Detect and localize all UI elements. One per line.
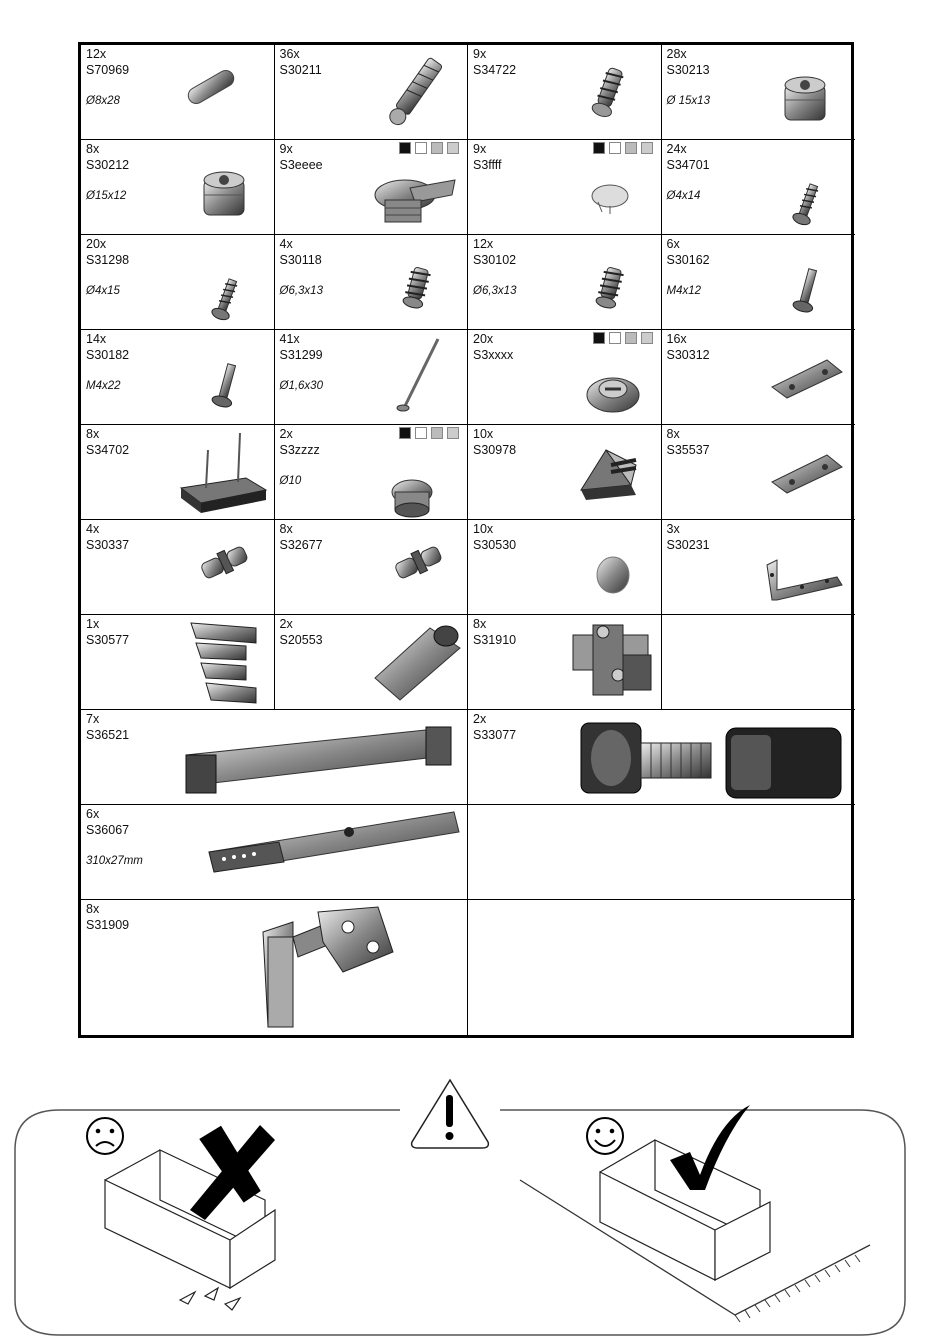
part-dimension: Ø15x12 bbox=[86, 190, 127, 202]
part-dimension: Ø8x28 bbox=[86, 95, 120, 107]
shelf-pin-icon bbox=[196, 540, 251, 590]
part-cell bbox=[81, 520, 275, 615]
part-quantity: 10x bbox=[473, 522, 494, 536]
part-quantity: 36x bbox=[279, 47, 300, 61]
part-quantity: 14x bbox=[86, 332, 107, 346]
part-cell bbox=[81, 140, 275, 235]
part-dimension: Ø4x14 bbox=[666, 190, 701, 202]
cabinet-hinge-icon bbox=[253, 902, 403, 1036]
color-swatch bbox=[399, 142, 411, 154]
part-code: S30102 bbox=[473, 253, 517, 267]
plate-icon bbox=[767, 352, 847, 407]
color-swatch bbox=[593, 142, 605, 154]
warning-panel bbox=[0, 1060, 950, 1344]
color-swatches bbox=[593, 142, 653, 154]
screw-icon bbox=[211, 277, 241, 327]
machine-screw-icon bbox=[211, 362, 241, 415]
color-swatch bbox=[447, 142, 459, 154]
color-swatch bbox=[431, 427, 443, 439]
color-swatch bbox=[431, 142, 443, 154]
color-swatches bbox=[399, 142, 459, 154]
part-dimension: Ø10 bbox=[279, 475, 302, 487]
part-cell bbox=[468, 45, 662, 140]
part-quantity: 6x bbox=[666, 237, 680, 251]
part-quantity: 16x bbox=[666, 332, 687, 346]
color-swatch bbox=[625, 142, 637, 154]
part-cell bbox=[275, 235, 469, 330]
part-quantity: 2x bbox=[473, 712, 487, 726]
part-quantity: 6x bbox=[86, 807, 100, 821]
part-quantity: 10x bbox=[473, 427, 494, 441]
part-code: S30231 bbox=[666, 538, 710, 552]
nail-icon bbox=[393, 336, 443, 421]
machine-screw-icon bbox=[792, 267, 822, 320]
empty-cell bbox=[468, 900, 855, 1036]
part-cell bbox=[275, 615, 469, 710]
glue-tube-icon bbox=[370, 618, 465, 708]
plate-icon bbox=[767, 447, 847, 502]
part-cell bbox=[662, 425, 856, 520]
part-cell bbox=[662, 140, 856, 235]
part-quantity: 28x bbox=[666, 47, 687, 61]
part-code: S70969 bbox=[86, 63, 130, 77]
color-swatch bbox=[641, 332, 653, 344]
color-swatches bbox=[593, 332, 653, 344]
part-code: S31299 bbox=[279, 348, 323, 362]
color-swatch bbox=[625, 332, 637, 344]
angle-bracket-icon bbox=[762, 555, 847, 615]
part-quantity: 7x bbox=[86, 712, 100, 726]
part-cell bbox=[275, 45, 469, 140]
color-swatch bbox=[593, 332, 605, 344]
part-quantity: 1x bbox=[86, 617, 100, 631]
empty-cell bbox=[468, 805, 855, 900]
shelf-pin-icon bbox=[390, 540, 445, 590]
part-code: S34701 bbox=[666, 158, 710, 172]
corner-block-icon bbox=[576, 440, 646, 510]
part-quantity: 8x bbox=[86, 142, 100, 156]
part-cell bbox=[81, 235, 275, 330]
part-cell bbox=[468, 140, 662, 235]
cam-lock-icon bbox=[780, 70, 835, 135]
cam-lock-icon bbox=[199, 165, 254, 230]
part-cell bbox=[81, 900, 468, 1036]
color-swatch bbox=[609, 142, 621, 154]
pin-pad-icon bbox=[176, 428, 271, 520]
parts-table bbox=[78, 42, 854, 1038]
screw-cap-icon bbox=[588, 182, 633, 222]
part-cell bbox=[468, 235, 662, 330]
part-quantity: 8x bbox=[666, 427, 680, 441]
part-quantity: 3x bbox=[666, 522, 680, 536]
part-code: S30162 bbox=[666, 253, 710, 267]
part-code: S30182 bbox=[86, 348, 130, 362]
part-cell bbox=[662, 235, 856, 330]
part-quantity: 24x bbox=[666, 142, 687, 156]
part-dimension: Ø6,3x13 bbox=[279, 285, 323, 297]
part-quantity: 20x bbox=[473, 332, 494, 346]
part-quantity: 9x bbox=[279, 142, 293, 156]
part-dimension: 310x27mm bbox=[86, 855, 143, 867]
part-cell bbox=[81, 615, 275, 710]
cam-screw-icon bbox=[588, 63, 628, 128]
part-code: S36521 bbox=[86, 728, 130, 742]
sad-face-icon bbox=[87, 1118, 123, 1154]
color-swatches bbox=[399, 427, 459, 439]
part-cell bbox=[662, 330, 856, 425]
part-quantity: 8x bbox=[279, 522, 293, 536]
part-quantity: 9x bbox=[473, 47, 487, 61]
part-cell bbox=[81, 805, 468, 900]
part-dimension: M4x12 bbox=[666, 285, 702, 297]
part-dimension: Ø1,6x30 bbox=[279, 380, 323, 392]
part-code: S3xxxx bbox=[473, 348, 514, 362]
part-code: S31298 bbox=[86, 253, 130, 267]
part-quantity: 8x bbox=[86, 902, 100, 916]
wooden-dowel-icon bbox=[181, 67, 241, 112]
euro-screw-icon bbox=[400, 265, 435, 315]
part-cell bbox=[81, 710, 468, 805]
leveling-foot-icon bbox=[576, 713, 851, 805]
screw-cover-icon bbox=[583, 367, 643, 422]
part-cell bbox=[662, 520, 856, 615]
screw-icon bbox=[792, 182, 822, 232]
bumper-icon bbox=[593, 555, 633, 600]
euro-screw-icon bbox=[593, 265, 628, 315]
cam-lock-cover-icon bbox=[370, 170, 460, 235]
part-quantity: 12x bbox=[86, 47, 107, 61]
wedges-icon bbox=[186, 618, 266, 710]
part-quantity: 2x bbox=[279, 617, 293, 631]
happy-face-icon bbox=[587, 1118, 623, 1154]
part-code: S30577 bbox=[86, 633, 130, 647]
part-code: S36067 bbox=[86, 823, 130, 837]
part-cell bbox=[275, 425, 469, 520]
color-swatch bbox=[609, 332, 621, 344]
part-code: S30530 bbox=[473, 538, 517, 552]
part-quantity: 20x bbox=[86, 237, 107, 251]
part-cell bbox=[468, 615, 662, 710]
part-cell bbox=[275, 520, 469, 615]
part-code: S33077 bbox=[473, 728, 517, 742]
part-code: S31910 bbox=[473, 633, 517, 647]
part-quantity: 2x bbox=[279, 427, 293, 441]
part-code: S3zzzz bbox=[279, 443, 320, 457]
part-code: S30312 bbox=[666, 348, 710, 362]
drawer-slide-icon bbox=[199, 807, 464, 887]
part-code: S20553 bbox=[279, 633, 323, 647]
part-code: S30978 bbox=[473, 443, 517, 457]
part-code: S3ffff bbox=[473, 158, 502, 172]
part-code: S3eeee bbox=[279, 158, 323, 172]
part-code: S34722 bbox=[473, 63, 517, 77]
part-code: S31909 bbox=[86, 918, 130, 932]
part-dimension: Ø6,3x13 bbox=[473, 285, 517, 297]
part-code: S30211 bbox=[279, 63, 322, 77]
part-code: S32677 bbox=[279, 538, 323, 552]
part-code: S30337 bbox=[86, 538, 130, 552]
color-swatch bbox=[415, 427, 427, 439]
part-dimension: Ø4x15 bbox=[86, 285, 120, 297]
empty-cell bbox=[662, 615, 856, 710]
part-cell bbox=[275, 140, 469, 235]
part-quantity: 4x bbox=[86, 522, 100, 536]
part-cell bbox=[468, 330, 662, 425]
part-quantity: 41x bbox=[279, 332, 300, 346]
part-code: S34702 bbox=[86, 443, 130, 457]
cam-bolt-icon bbox=[385, 50, 445, 140]
part-quantity: 12x bbox=[473, 237, 494, 251]
part-cell bbox=[81, 330, 275, 425]
part-cell bbox=[468, 520, 662, 615]
part-cell bbox=[468, 425, 662, 520]
part-cell bbox=[662, 45, 856, 140]
color-swatch bbox=[641, 142, 653, 154]
part-quantity: 8x bbox=[473, 617, 487, 631]
part-dimension: Ø 15x13 bbox=[666, 95, 710, 107]
hinge-plate-icon bbox=[563, 620, 658, 705]
color-swatch bbox=[447, 427, 459, 439]
part-cell bbox=[468, 710, 855, 805]
part-code: S35537 bbox=[666, 443, 710, 457]
part-cell bbox=[81, 425, 275, 520]
part-cell bbox=[81, 45, 275, 140]
part-quantity: 8x bbox=[86, 427, 100, 441]
part-code: S30118 bbox=[279, 253, 322, 267]
cap-icon bbox=[385, 472, 440, 520]
part-code: S30213 bbox=[666, 63, 710, 77]
warning-triangle-icon bbox=[412, 1080, 489, 1148]
handle-rail-icon bbox=[176, 715, 461, 802]
part-cell bbox=[275, 330, 469, 425]
part-quantity: 4x bbox=[279, 237, 293, 251]
part-quantity: 9x bbox=[473, 142, 487, 156]
part-dimension: M4x22 bbox=[86, 380, 121, 392]
color-swatch bbox=[399, 427, 411, 439]
color-swatch bbox=[415, 142, 427, 154]
part-code: S30212 bbox=[86, 158, 130, 172]
